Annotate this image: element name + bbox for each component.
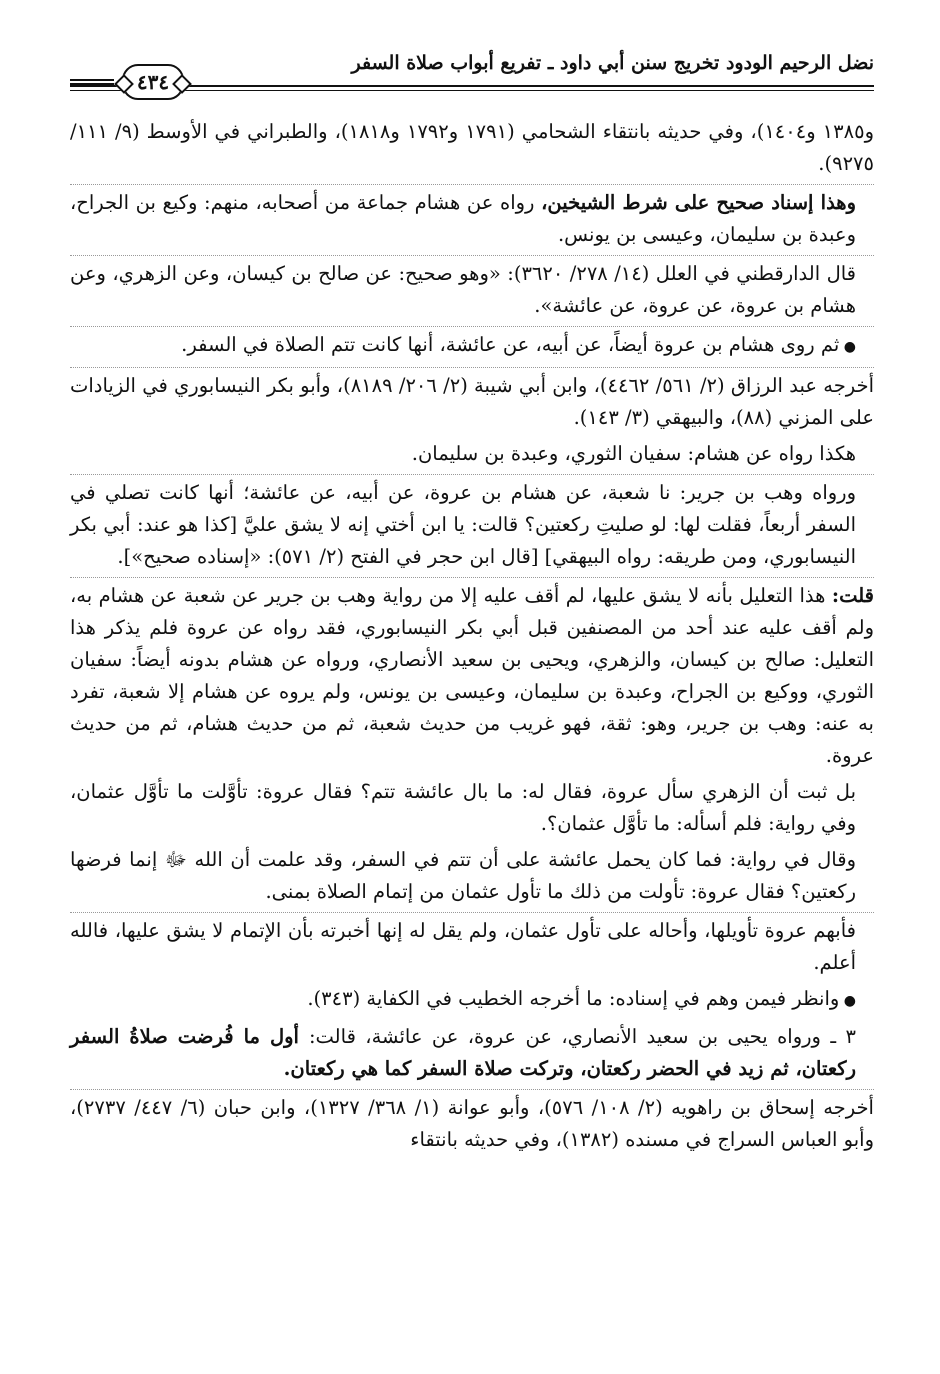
paragraph: قلت: هذا التعليل بأنه لا يشق عليها، لم أقف عليه إلا من رواية وهب بن جرير عن شعبة عن هشام به، ولم أقف عليه عند أحد من المصنفين قبل أبي بكر النيسابوري، فقد رواه عن عروة فلم يذكر هذا التعليل: صالح بن كيسان، والزهري، ويحيى بن سعيد الأنصاري، ورواه عن هشام بدونه أيضاً: سفيان الثوري، ووكيع بن الجراح، وعبدة بن سليمان، وعيسى بن يونس، ولم يروه عن هشام إلا شعبة، تفرد به عنه: وهب بن جرير، وهو: ثقة، فهو غريب من حديث شعبة، ثم من حديث هشام، ثم من حديث عروة. — [70, 577, 874, 772]
paragraph: أخرجه عبد الرزاق (٢/ ٥٦١/ ٤٤٦٢)، وابن أبي شيبة (٢/ ٢٠٦/ ٨١٨٩)، وأبو بكر النيسابوري في الزيادات على المزني (٨٨)، والبيهقي (٣/ ١٤٣). — [70, 367, 874, 434]
paragraph: ٣ ـ ورواه يحيى بن سعيد الأنصاري، عن عروة، عن عائشة، قالت: أول ما فُرضت صلاةُ السفر ركعتان، ثم زيد في الحضر ركعتان، وتركت صلاة السفر كما هي ركعتان. — [70, 1025, 856, 1080]
paragraph: أخرجه إسحاق بن راهويه (٢/ ١٠٨/ ٥٧٦)، وأبو عوانة (١/ ٣٦٨/ ١٣٢٧)، وابن حبان (٦/ ٤٤٧/ ٢٧٣٧)، وأبو العباس السراج في مسنده (١٣٨٢)، وفي حديثه بانتقاء — [70, 1089, 874, 1156]
paragraph: وقال في رواية: فما كان يحمل عائشة على أن تتم في السفر، وقد علمت أن الله ﷻ إنما فرضها ركعتين؟ فقال عروة: تأولت من ذلك ما تأول عثمان من إتمام الصلاة بمنى. — [70, 848, 856, 903]
paragraph: بل ثبت أن الزهري سأل عروة، فقال له: ما بال عائشة تتم؟ فقال عروة: تأوَّلت ما تأوَّل عثمان، وفي رواية: فلم أسأله: ما تأوَّل عثمان؟. — [70, 780, 856, 835]
bullet-icon — [839, 987, 856, 1010]
running-title: نضل الرحيم الودود تخريج سنن أبي داود ـ تفريع أبواب صلاة السفر — [351, 52, 874, 74]
bold-lead: وهذا إسناد صحيح على شرط الشيخين، — [541, 191, 857, 214]
paragraph: قال الدارقطني في العلل (١٤/ ٢٧٨/ ٣٦٢٠): «وهو صحيح: عن صالح بن كيسان، وعن الزهري، وعن هشام بن عروة، عن عروة، عن عائشة». — [70, 255, 874, 322]
header-rule-thin — [70, 90, 874, 91]
paragraph: فأبهم عروة تأويلها، وأحاله على تأول عثمان، ولم يقل له إنها أخبرته بأن الإتمام لا يشق عليها، فالله أعلم. — [70, 912, 874, 979]
page-body — [70, 116, 874, 1156]
paragraph: ورواه وهب بن جرير: نا شعبة، عن هشام بن عروة، عن أبيه، عن عائشة؛ أنها كانت تصلي في السفر أربعاً، فقلت لها: لو صليتِ ركعتين؟ قالت: يا ابن أختي إنه لا يشق عليَّ [كذا هو عند: أبي بكر النيسابوري، ومن طريقه: رواه البيهقي] [قال ابن حجر في الفتح (٢/ ٥٧١): «إسناده صحيح»]. — [70, 474, 874, 573]
bold-tail: أول ما فُرضت صلاةُ السفر ركعتان، ثم زيد في الحضر ركعتان، وتركت صلاة السفر كما هي ركعتان. — [70, 1025, 856, 1080]
bold-lead: قلت: — [831, 584, 874, 607]
header-ornament — [70, 79, 114, 85]
paragraph: ● ثم روى هشام بن عروة أيضاً، عن أبيه، عن عائشة، أنها كانت تتم الصلاة في السفر. — [70, 326, 874, 363]
paragraph: هكذا رواه عن هشام: سفيان الثوري، وعبدة بن سليمان. — [411, 442, 856, 465]
paragraph: و١٣٨٥ و١٤٠٤)، وفي حديثه بانتقاء الشحامي (١٧٩١ و١٧٩٢ و١٨١٨)، والطبراني في الأوسط (٩/ ١١١/ ٩٢٧٥). — [70, 120, 874, 175]
page-header — [70, 40, 874, 96]
paragraph: ● وانظر فيمن وهم في إسناده: ما أخرجه الخطيب في الكفاية (٣٤٣). — [70, 983, 874, 1017]
page-number: ٤٣٤ — [122, 64, 184, 100]
bullet-icon — [839, 333, 856, 356]
paragraph: وهذا إسناد صحيح على شرط الشيخين، رواه عن هشام جماعة من أصحابه، منهم: وكيع بن الجراح، وعبدة بن سليمان، وعيسى بن يونس. — [70, 184, 874, 251]
